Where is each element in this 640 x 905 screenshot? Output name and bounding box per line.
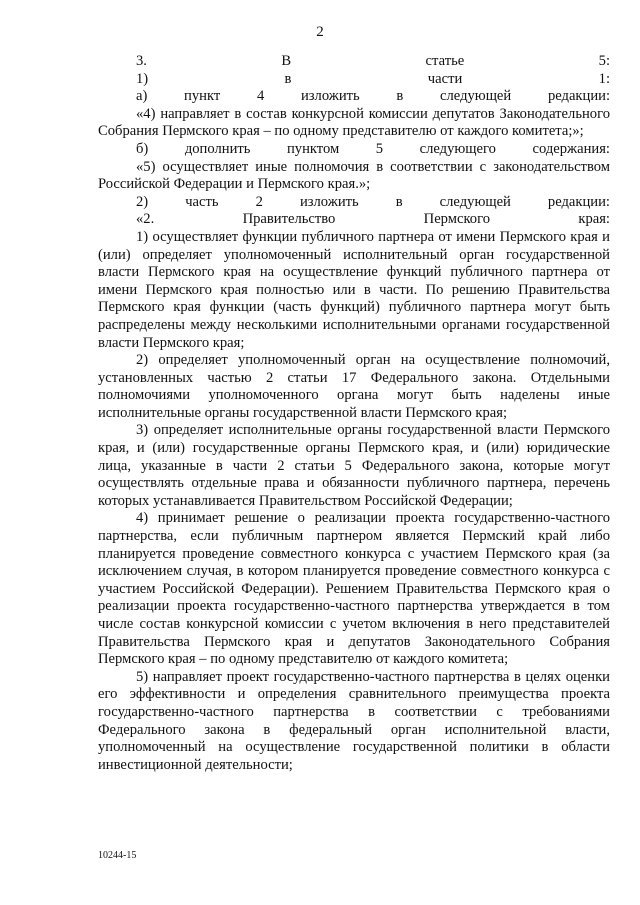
paragraph-gov-item-4: 4) принимает решение о реализации проекта государственно-частного партнерства, если публичным партнером является Пермский край либо планируется проведение совместного конкурса с участием Пермского края (за исключением случая, в котором планируется проведение совместного конкурса с участием Российской Федерации). Решением Правительства Пермского края о реализации проекта государственно-частного партнерства утверждается в том числе состав конкурсной комиссии с учетом включения в него представителей Правительства Пермского края и депутатов Законодательного Собрания Пермского края – по одному представителю от каждого комитета; <box>98 510 610 668</box>
page-number: 2 <box>316 24 324 40</box>
paragraph-part-2: 2) часть 2 изложить в следующей редакции: <box>136 193 610 210</box>
paragraph-gov-item-5: 5) направляет проект государственно-частного партнерства в целях оценки его эффективности и определения сравнительного преимущества проекта государственно-частного партнерства в соответствии с требованиями Федерального закона в федеральный орган исполнительной власти, уполномоченный на осуществление государственной политики в области инвестиционной деятельности; <box>98 668 610 773</box>
paragraph-point-a: а) пункт 4 изложить в следующей редакции: <box>136 88 610 105</box>
paragraph-item-4-text: «4) направляет в состав конкурсной комиссии депутатов Законодательного Собрания Пермского края – по одному представителю от каждого комитета;»; <box>98 105 610 140</box>
paragraph-gov-item-1: 1) осуществляет функции публичного партнера от имени Пермского края и (или) определяет уполномоченный исполнительный орган государственной власти Пермского края на осуществление функций публичного партнера от имени Пермского края полностью или в части. По решению Правительства Пермского края функции (часть функций) публичного партнера могут быть распределены между несколькими исполнительными органами государственной власти Пермского края; <box>98 228 610 351</box>
paragraph-point-b: б) дополнить пунктом 5 следующего содержания: <box>136 140 610 157</box>
document-code: 10244-15 <box>98 850 137 861</box>
paragraph-gov-item-3: 3) определяет исполнительные органы государственной власти Пермского края, и (или) государственные органы Пермского края, и (или) юридические лица, указанные в части 2 статьи 5 Федерального закона, которые могут осуществлять отдельные права и обязанности публичного партнера, перечень которых устанавливается Правительством Российской Федерации; <box>98 422 610 509</box>
paragraph-item-5-text: «5) осуществляет иные полномочия в соответствии с законодательством Российской Федерации и Пермского края.»; <box>98 158 610 193</box>
document-body <box>98 53 610 774</box>
paragraph-article-5: 3. В статье 5: <box>136 53 610 69</box>
paragraph-government-heading: «2. Правительство Пермского края: <box>136 211 610 228</box>
paragraph-gov-item-2: 2) определяет уполномоченный орган на осуществление полномочий, установленных частью 2 статьи 17 Федерального закона. Отдельными полномочиями уполномоченного органа могут быть наделены иные исполнительные органы государственной власти Пермского края; <box>98 352 610 421</box>
paragraph-part-1: 1) в части 1: <box>136 70 610 87</box>
